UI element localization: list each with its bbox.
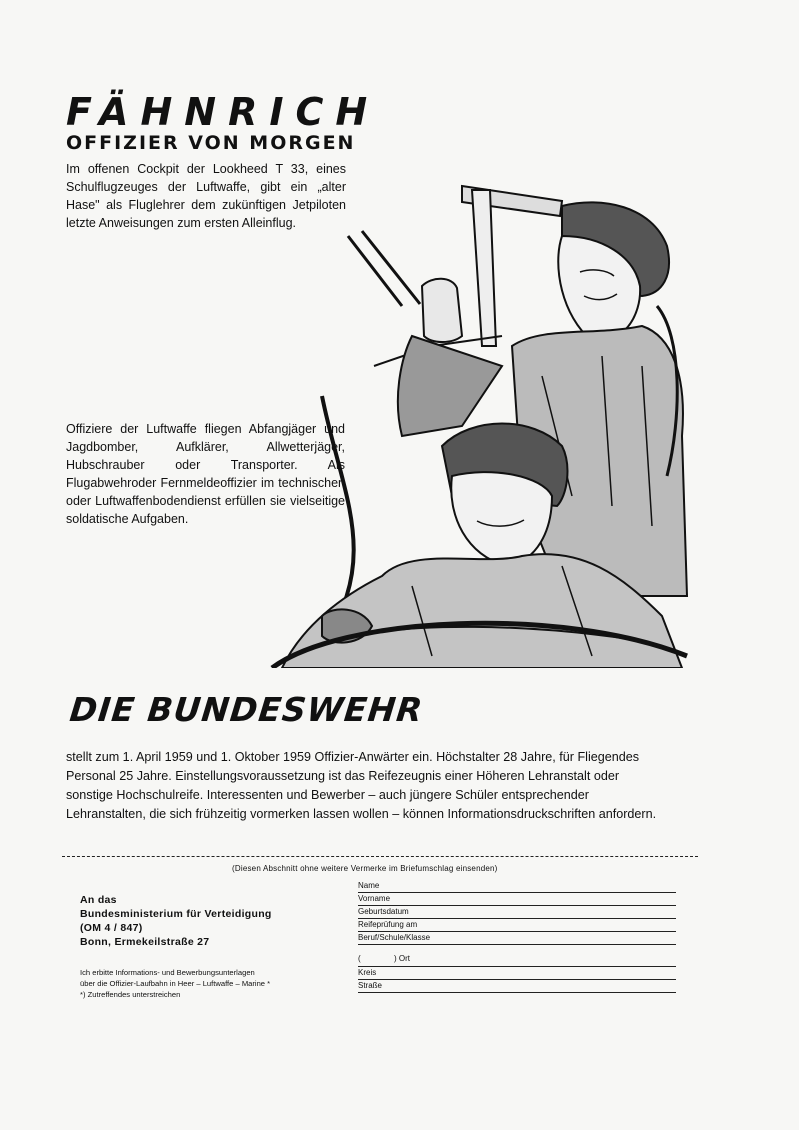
geburtsdatum-field[interactable]: [358, 906, 676, 919]
vorname-field[interactable]: [358, 893, 676, 906]
intro-paragraph: Im offenen Cockpit der Lookheed T 33, eines Schulflugzeuges der Luftwaffe, gibt ein „alter Hase" als Fluglehrer dem zukünftigen Jetpiloten letzte Anweisungen zum ersten Alleinflug.: [66, 162, 346, 230]
page-subtitle: OFFIZIER VON MORGEN: [66, 132, 356, 154]
bundeswehr-heading: DIE BUNDESWEHR: [67, 690, 426, 729]
request-line: über die Offizier-Laufbahn in Heer – Luftwaffe – Marine *: [80, 979, 271, 988]
address-line: Bundesministerium für Verteidigung: [80, 908, 272, 920]
field-label: Vorname: [358, 894, 391, 904]
strasse-field[interactable]: [358, 980, 676, 993]
request-text: [80, 967, 350, 1000]
field-label: Reifeprüfung am: [358, 920, 418, 930]
field-label: ) Ort: [394, 954, 410, 964]
bundeswehr-paragraph: stellt zum 1. April 1959 und 1. Oktober 1959 Offizier-Anwärter ein. Höchstalter 28 Jahre, für Fliegendes Personal 25 Jahre. Einstellungsvoraussetzung ist das Reifezeugnis einer Höheren Lehranstalt oder sonstige Hochschulreife. Interessenten und Bewerber – auch jüngere Schüler entsprechender Lehranstalten, die sich frühzeitig vormerken lassen wollen – können Informationsdruckschriften anfordern.: [66, 750, 657, 821]
field-label: Straße: [358, 980, 383, 990]
coupon-form: [358, 880, 676, 993]
beruf-field[interactable]: [358, 932, 676, 945]
postcode-paren-open: (: [358, 954, 361, 964]
field-label: Kreis: [358, 967, 377, 977]
address-line: An das: [80, 894, 117, 906]
coupon-instruction: (Diesen Abschnitt ohne weitere Vermerke im Briefumschlag einsenden): [232, 864, 498, 873]
request-line: Ich erbitte Informations- und Bewerbungsunterlagen: [80, 968, 255, 977]
page-title: FÄHNRICH: [66, 90, 380, 134]
kreis-field[interactable]: [358, 967, 676, 980]
cut-line-divider: [62, 856, 698, 857]
name-field[interactable]: [358, 880, 676, 893]
field-label: Geburtsdatum: [358, 907, 409, 917]
ministry-address: [80, 893, 340, 949]
reifepruefung-field[interactable]: [358, 919, 676, 932]
footnote: *) Zutreffendes unterstreichen: [80, 990, 181, 999]
ort-field[interactable]: [358, 953, 676, 966]
field-label: Beruf/Schule/Klasse: [358, 933, 431, 943]
address-line: (OM 4 / 847): [80, 922, 143, 934]
field-label: Name: [358, 881, 380, 890]
description-paragraph: Offiziere der Luftwaffe fliegen Abfangjäger und Jagdbomber, Aufklärer, Allwetterjäger, Hubschrauber oder Transporter. Als Flugabwehroder Fernmeldeoffizier im technischen oder Luftwaffenbodendienst erfüllen sie vielseitige soldatische Aufgaben.: [66, 422, 345, 526]
address-line: Bonn, Ermekeilstraße 27: [80, 936, 210, 948]
